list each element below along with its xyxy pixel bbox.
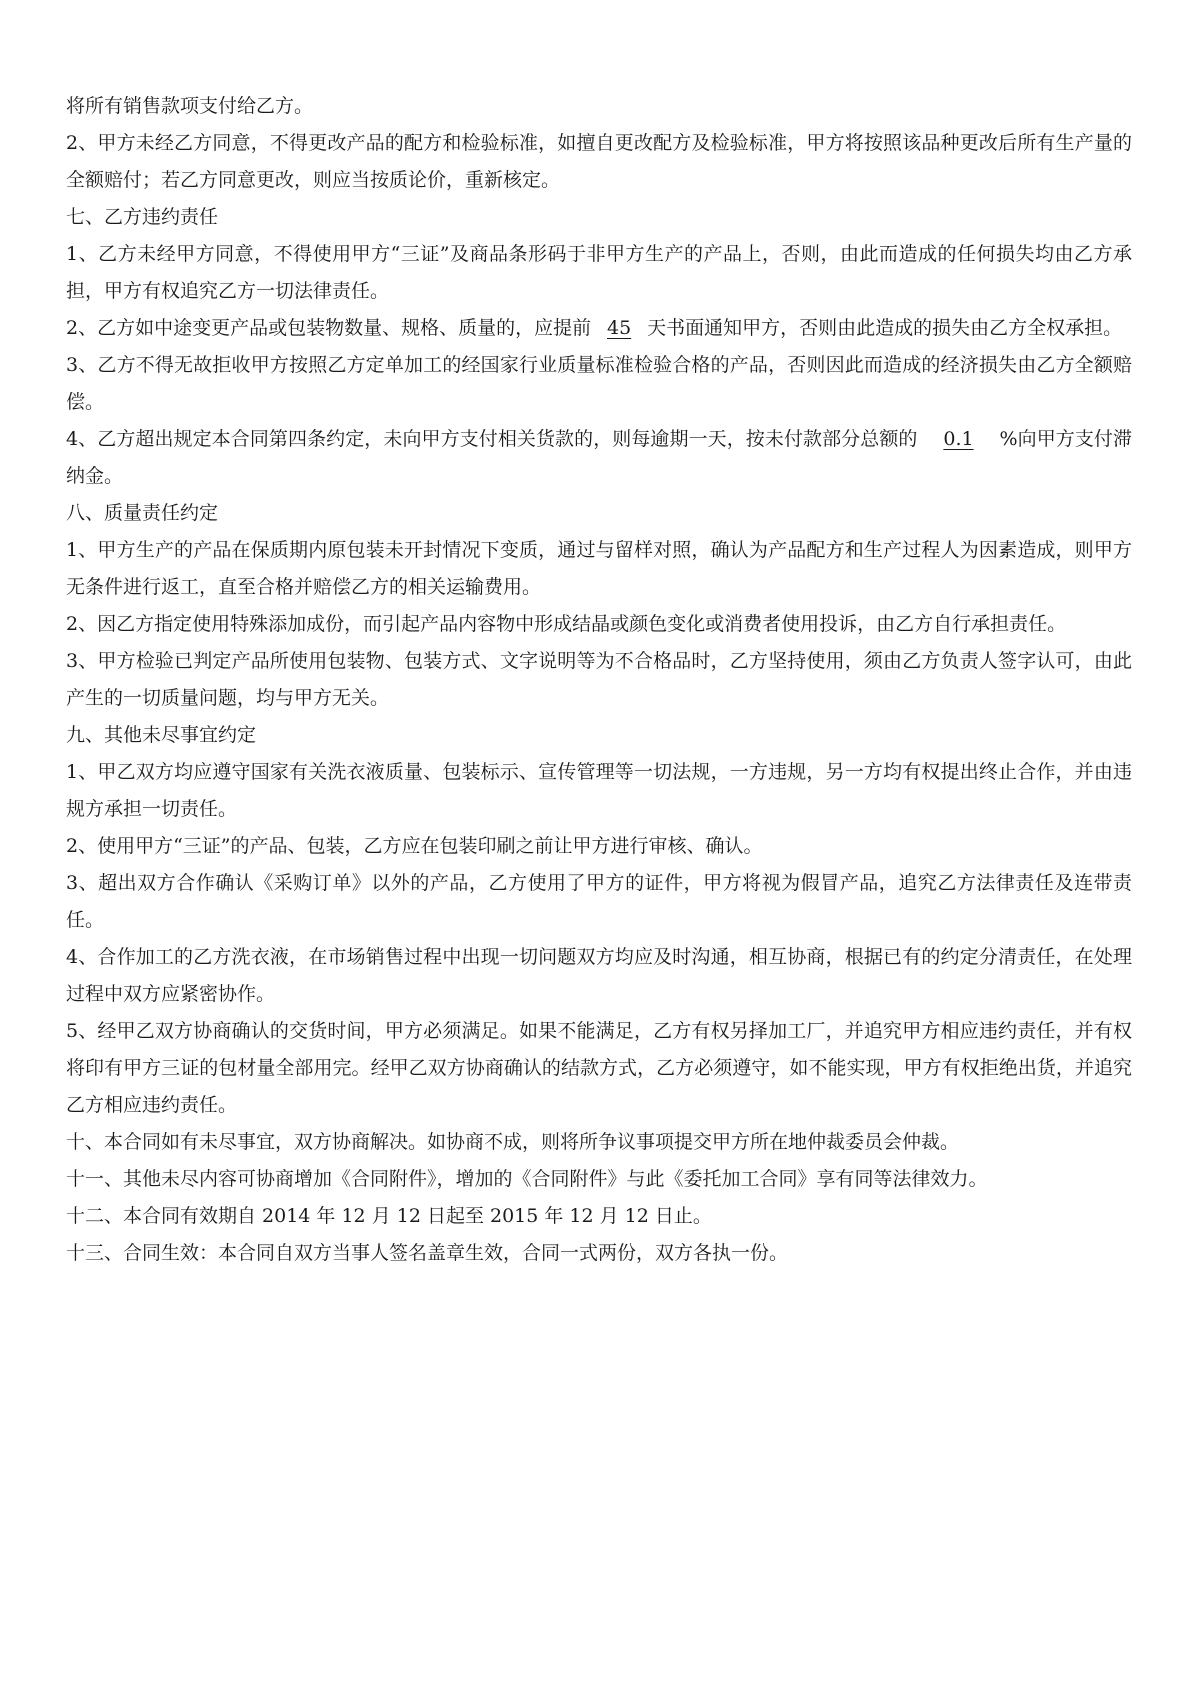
para-quality-1: 1、甲方生产的产品在保质期内原包装未开封情况下变质，通过与留样对照，确认为产品配方和生产过程人为因素造成，则甲方无条件进行返工，直至合格并赔偿乙方的相关运输费用。 [66,539,1132,598]
heading-section-9: 九、其他未尽事宜约定 [66,724,257,746]
para-other-1: 1、甲乙双方均应遵守国家有关洗衣液质量、包装标示、宣传管理等一切法规，一方违规，另一方均有权提出终止合作，并由违规方承担一切责任。 [66,761,1132,820]
para-section-11: 十一、其他未尽内容可协商增加《合同附件》，增加的《合同附件》与此《委托加工合同》享有同等法律效力。 [66,1168,988,1190]
fill-in-blank-value: 45 [607,317,632,339]
para-section-13: 十三、合同生效：本合同自双方当事人签名盖章生效，合同一式两份，双方各执一份。 [66,1242,789,1264]
para-party-b-3: 3、乙方不得无故拒收甲方按照乙方定单加工的经国家行业质量标准检验合格的产品，否则因此而造成的经济损失由乙方全额赔偿。 [66,354,1132,413]
para-quality-3: 3、甲方检验已判定产品所使用包装物、包装方式、文字说明等为不合格品时，乙方坚持使用，须由乙方负责人签字认可，由此产生的一切质量问题，均与甲方无关。 [66,650,1132,709]
para-party-b-4 [66,421,1132,495]
heading-section-8: 八、质量责任约定 [66,502,219,524]
para-section-10: 十、本合同如有未尽事宜，双方协商解决。如协商不成，则将所争议事项提交甲方所在地仲裁委员会仲裁。 [66,1131,960,1153]
clause-text-before: 2、乙方如中途变更产品或包装物数量、规格、质量的，应提前 [66,317,592,339]
para-party-b-1: 1、乙方未经甲方同意，不得使用甲方“三证”及商品条形码于非甲方生产的产品上，否则，由此而造成的任何损失均由乙方承担，甲方有权追究乙方一切法律责任。 [66,243,1132,302]
para-quality-2: 2、因乙方指定使用特殊添加成份，而引起产品内容物中形成结晶或颜色变化或消费者使用投诉，由乙方自行承担责任。 [66,613,1067,635]
para-other-3: 3、超出双方合作确认《采购订单》以外的产品，乙方使用了甲方的证件，甲方将视为假冒产品，追究乙方法律责任及连带责任。 [66,872,1132,931]
contract-body [66,88,1132,1272]
clause-text-before: 4、乙方超出规定本合同第四条约定，未向甲方支付相关货款的，则每逾期一天，按未付款部分总额的 [66,428,918,450]
para-party-a-2: 2、甲方未经乙方同意，不得更改产品的配方和检验标准，如擅自更改配方及检验标准，甲方将按照该品种更改后所有生产量的全额赔付；若乙方同意更改，则应当按质论价，重新核定。 [66,132,1132,191]
para-other-5: 5、经甲乙双方协商确认的交货时间，甲方必须满足。如果不能满足，乙方有权另择加工厂，并追究甲方相应违约责任，并有权将印有甲方三证的包材量全部用完。经甲乙双方协商确认的结款方式，乙方必须遵守，如不能实现，甲方有权拒绝出货，并追究乙方相应违约责任。 [66,1020,1132,1116]
para-other-4: 4、合作加工的乙方洗衣液，在市场销售过程中出现一切问题双方均应及时沟通，相互协商，根据已有的约定分清责任，在处理过程中双方应紧密协作。 [66,946,1132,1005]
heading-section-7: 七、乙方违约责任 [66,206,219,228]
clause-text-after: %向甲方支付滞纳金。 [66,428,1132,487]
para-party-b-2 [66,310,1132,347]
clause-text-after: 天书面通知甲方，否则由此造成的损失由乙方全权承担。 [647,317,1123,339]
para-other-2: 2、使用甲方“三证”的产品、包装，乙方应在包装印刷之前让甲方进行审核、确认。 [66,835,763,857]
para-payment-continued: 将所有销售款项支付给乙方。 [66,95,314,117]
fill-in-blank-value: 0.1 [943,428,974,450]
para-section-12: 十二、本合同有效期自 2014 年 12 月 12 日起至 2015 年 12 月 12 日止。 [66,1205,712,1227]
